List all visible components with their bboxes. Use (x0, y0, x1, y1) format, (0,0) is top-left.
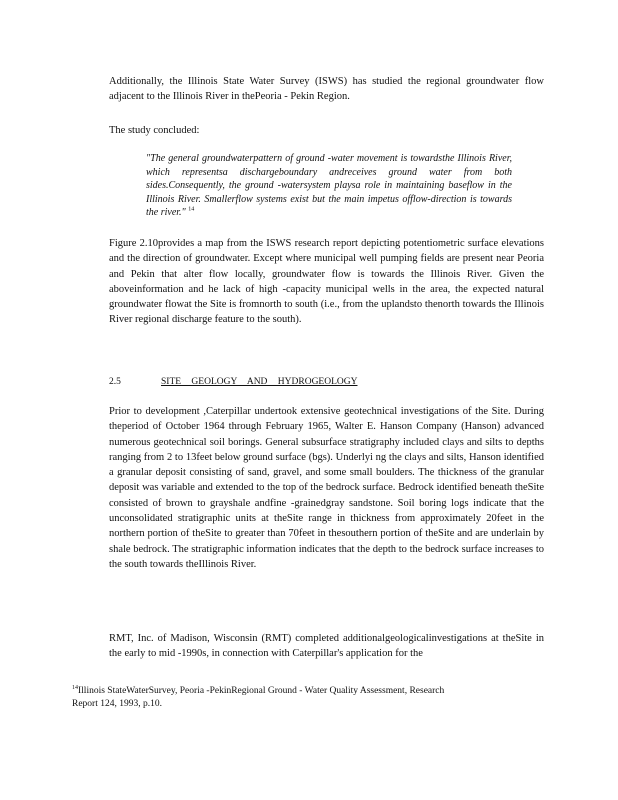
block-quote (146, 152, 512, 220)
footnote-ref: 14 (72, 684, 78, 691)
paragraph-prior-development: Prior to development ,Caterpillar undertook extensive geotechnical investigations of the Site. During theperiod of October 1964 through February 1965, Walter E. Hanson Company (Hanson) advanced numerous geotechnical soil borings. General subsurface stratigraphy included clays and silts to depths ranging from 2 to 13feet below ground surface (bgs). Underlyi ng the clays and silts, Hanson identified a granular deposit consisting of sand, gravel, and some small boulders. The thickness of the granular deposit was variable and extended to the top of the bedrock surface. Bedrock identified beneath theSite consisted of brown to grayshale andfine -grainedgray sandstone. Soil boring logs indicate that the unconsolidated stratigraphic units at theSite range in thickness from approximately 20feet in the northern portion of theSite to greater than 70feet in thesouthern portion of theSite and are underlain by shale bedrock. The stratigraphic information indicates that the depth to the bedrock surface increases to the south towards theIllinois River. (109, 406, 544, 570)
quote-footnote-ref: 14 (188, 207, 195, 214)
footnote (72, 685, 512, 711)
paragraph-figure-2-10: Figure 2.10provides a map from the ISWS research report depicting potentiometric surface elevations and the direction of groundwater. Except where municipal well pumping fields are present near Peoria and Pekin that alter flow locally, groundwater flow is towards the Illinois River. Given the aboveinformation and he lack of high -capacity municipal wells in the area, the expected natural groundwater flowat the Site is fromnorth to south (i.e., from the uplandsto thenorth towards the Illinois River regional discharge feature to the south). (109, 238, 544, 326)
paragraph-isws-intro: Additionally, the Illinois State Water Survey (ISWS) has studied the regional groundwater flow adjacent to the Illinois River in thePeoria - Pekin Region. (109, 76, 544, 103)
quote-text: "The general groundwaterpattern of ground -water movement is towardsthe Illinois River, which representsa dischargeboundary andreceives ground water from both sides.Consequently, the ground -watersystem playsa role in maintaining baseflow in the Illinois River. Smallerflow systems exist but the main impetus offlow-direction is towards the river." (146, 153, 512, 219)
paragraph-rmt: RMT, Inc. of Madison, Wisconsin (RMT) completed additionalgeologicalinvestigations at theSite in the early to mid -1990s, in connection with Caterpillar's application for the (109, 633, 544, 660)
section-title: SITE GEOLOGY AND HYDROGEOLOGY (161, 377, 358, 387)
section-number: 2.5 (109, 377, 121, 387)
section-heading (109, 376, 389, 388)
footnote-line-1: Illinois StateWaterSurvey, Peoria -PekinRegional Ground - Water Quality Assessment, Research (78, 686, 445, 696)
footnote-line-2: Report 124, 1993, p.10. (72, 699, 162, 709)
paragraph-study-concluded: The study concluded: (109, 125, 200, 136)
